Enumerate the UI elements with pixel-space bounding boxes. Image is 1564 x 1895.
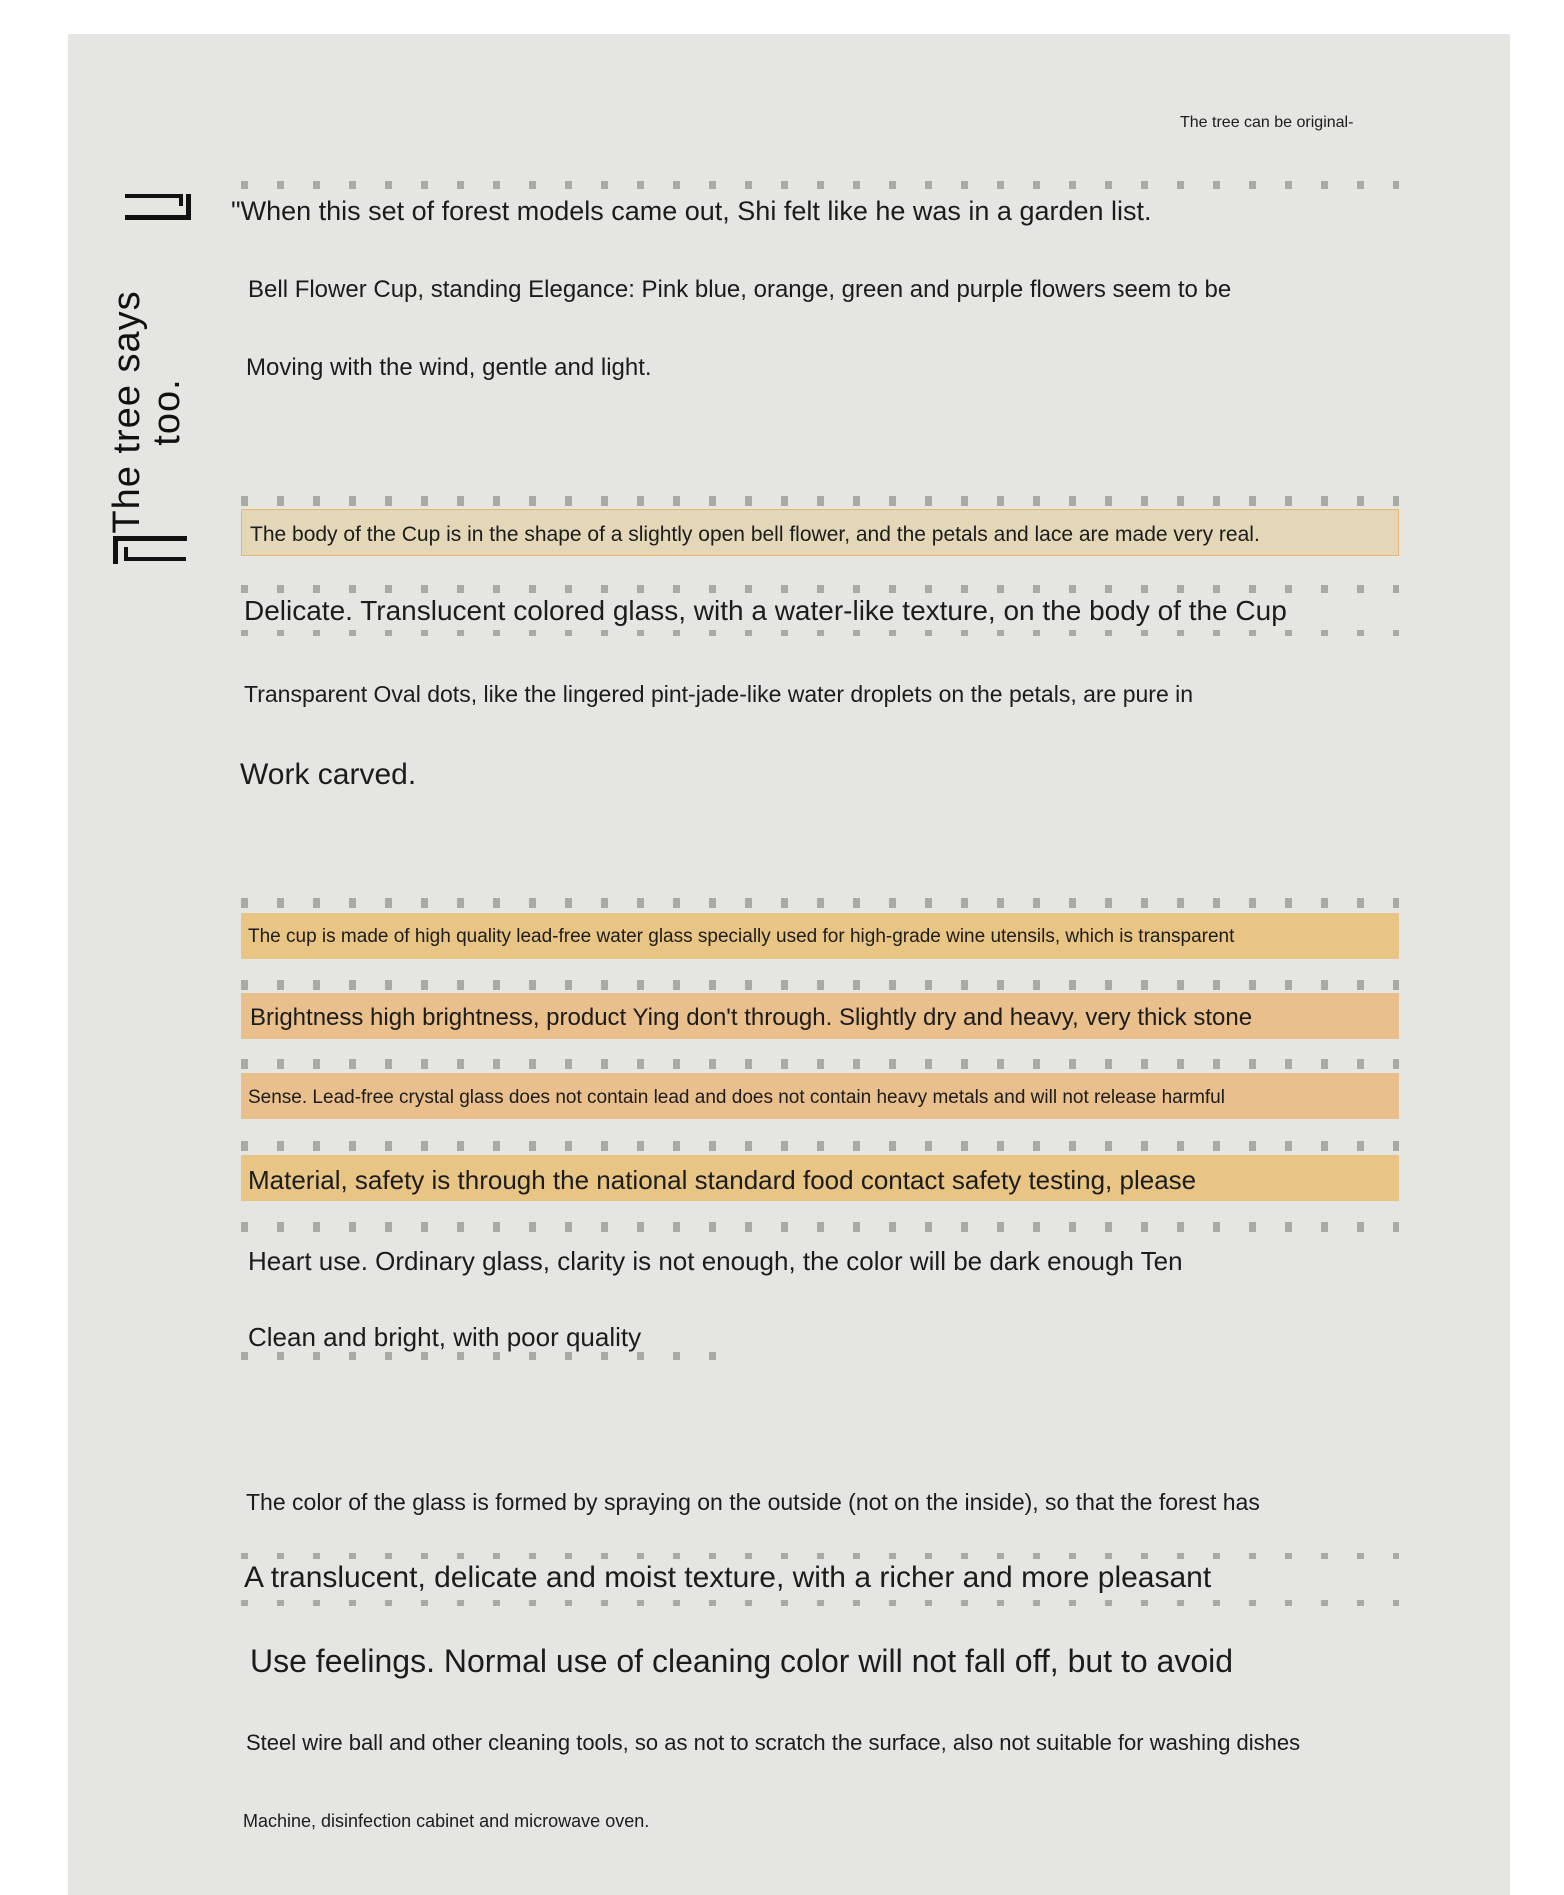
ghost-text-row — [241, 1600, 1399, 1606]
ghost-text-row — [241, 1059, 1399, 1069]
paragraph-1-line-2: Bell Flower Cup, standing Elegance: Pink blue, orange, green and purple flowers seem to be — [248, 276, 1232, 303]
top-note: The tree can be original- — [1180, 114, 1354, 131]
paragraph-2-line-3: Transparent Oval dots, like the lingered pint-jade-like water droplets on the petals, are pure in — [244, 681, 1194, 707]
paragraph-3-line-5: Heart use. Ordinary glass, clarity is not enough, the color will be dark enough Ten — [248, 1246, 1183, 1276]
paragraph-4-line-3: Use feelings. Normal use of cleaning color will not fall off, but to avoid — [250, 1643, 1234, 1679]
ghost-text-row — [241, 1553, 1399, 1559]
ghost-text-row — [241, 1141, 1399, 1151]
paragraph-2-line-2: Delicate. Translucent colored glass, with a water-like texture, on the body of the Cup — [244, 595, 1287, 626]
ghost-text-row — [241, 1352, 741, 1360]
paragraph-4-line-4: Steel wire ball and other cleaning tools, so as not to scratch the surface, also not suitable for washing dishes — [246, 1730, 1301, 1755]
paragraph-4-line-5: Machine, disinfection cabinet and microwave oven. — [243, 1811, 650, 1831]
paragraph-4-line-1: The color of the glass is formed by spraying on the outside (not on the inside), so that the forest has — [246, 1489, 1260, 1515]
corner-bracket-bottom-icon — [113, 536, 187, 564]
paragraph-3-line-3: Sense. Lead-free crystal glass does not contain lead and does not contain heavy metals and will not release harmful — [248, 1087, 1225, 1108]
paragraph-1-line-3: Moving with the wind, gentle and light. — [246, 354, 652, 381]
ghost-text-row — [241, 1222, 1399, 1232]
ghost-text-row — [241, 898, 1399, 908]
ghost-text-row — [241, 630, 1399, 636]
paragraph-2-line-1: The body of the Cup is in the shape of a slightly open bell flower, and the petals and lace are made very real. — [250, 523, 1260, 546]
paragraph-3-line-2: Brightness high brightness, product Ying don't through. Slightly dry and heavy, very thick stone — [250, 1004, 1253, 1031]
ghost-text-row — [241, 496, 1399, 506]
ghost-text-row — [241, 980, 1399, 990]
ghost-text-row — [241, 585, 1399, 593]
ghost-text-row — [241, 181, 1399, 189]
paragraph-3-line-1: The cup is made of high quality lead-free water glass specially used for high-grade wine utensils, which is transparent — [248, 926, 1235, 947]
paragraph-3-line-4: Material, safety is through the national standard food contact safety testing, please — [248, 1165, 1197, 1195]
vertical-title: The tree says too. — [106, 290, 188, 534]
content-card — [68, 34, 1510, 1895]
corner-bracket-top-icon — [125, 194, 191, 220]
paragraph-3-line-6: Clean and bright, with poor quality — [248, 1322, 642, 1352]
paragraph-4-line-2: A translucent, delicate and moist texture, with a richer and more pleasant — [244, 1561, 1212, 1594]
vertical-title-wrap — [107, 282, 193, 542]
paragraph-2-line-4: Work carved. — [240, 758, 417, 791]
paragraph-1-line-1: "When this set of forest models came out, Shi felt like he was in a garden list. — [231, 196, 1152, 226]
